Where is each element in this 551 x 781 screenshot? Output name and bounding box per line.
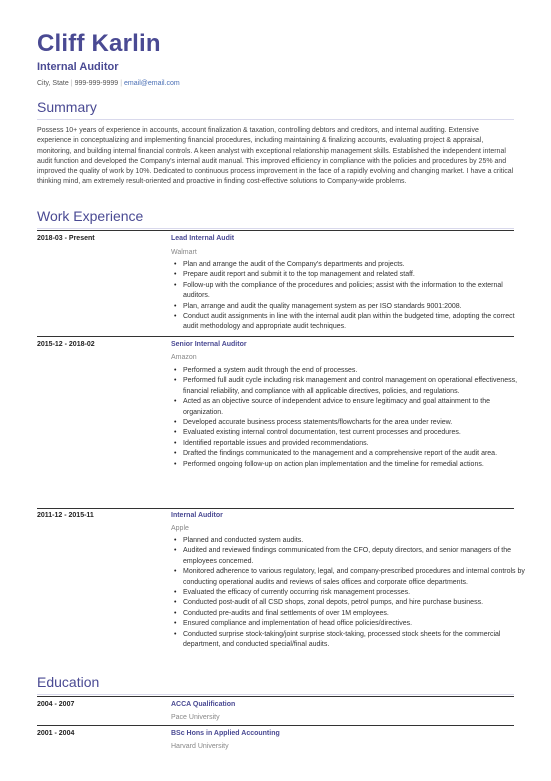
education-degree: BSc Hons in Applied Accounting [171,730,280,737]
job-company: Apple [171,525,189,532]
job-role: Lead Internal Audit [171,235,235,242]
job-divider [37,230,514,231]
phone: 999-999-9999 [74,80,119,87]
job-role: Internal Auditor [171,512,223,519]
bullet: • Conducted pre-audits and final settlements of over 1M employees. [183,609,525,619]
job-divider [37,508,514,509]
bullet: • Conducted surprise stock-taking/joint surprise stock-taking, processed stock sheets for the commercial department, and conducted special/final audits. [183,630,525,651]
bullet: • Follow-up with the compliance of the procedures and policies; assist with the information to the external auditors. [183,281,525,302]
email-link[interactable]: email@email.com [124,80,180,87]
education-divider [37,696,514,697]
job-bullets [173,366,525,470]
education-divider [37,725,514,726]
bullet: • Acted as an objective source of independent advice to ensure legitimacy and goal attainment to the organization. [183,397,525,418]
candidate-name: Cliff Karlin [37,30,161,57]
bullet: • Performed ongoing follow-up on action plan implementation and the timeline for remedial actions. [183,460,525,470]
job-dates: 2015-12 - 2018-02 [37,341,95,348]
education-school: Pace University [171,714,220,721]
bullet: • Developed accurate business process statements/flowcharts for the area under review. [183,418,525,428]
education-heading: Education [37,674,100,690]
bullet: • Identified reportable issues and provided recommendations. [183,439,525,449]
bullet: • Plan, arrange and audit the quality management system as per ISO standards 9001:2008. [183,302,525,312]
bullet: • Conducted post-audit of all CSD shops, zonal depots, petrol pumps, and hire purchase business. [183,598,525,608]
education-degree: ACCA Qualification [171,701,236,708]
job-divider [37,336,514,337]
summary-heading: Summary [37,99,97,115]
job-bullets [173,260,525,333]
bullet: • Performed a system audit through the end of processes. [183,366,525,376]
bullet: • Prepare audit report and submit it to the top management and related staff. [183,270,525,280]
bullet: • Performed full audit cycle including risk management and control management on operational effectiveness, financial reliability, and compliance with all applicable directives, policies, and regulations. [183,376,525,397]
job-role: Senior Internal Auditor [171,341,247,348]
bullet: • Audited and reviewed findings communicated from the CFO, deputy directors, and senior managers of the employees concerned. [183,546,525,567]
summary-text: Possess 10+ years of experience in accounts, account finalization & taxation, controlling debtors and creditors, and internal auditing. Extensive experience in conceptualizing and implementing financial procedures, including maintaining & finalizing accounts, evaluating project & appraisal, monitoring, and building internal financial controls. A keen analyst with exceptional relationship management skills. Established the independent internal audit function and developed the Company's internal audit manual. This improved efficiency in compliance with the policies and procedures by 25% and improved the quality of work by 10%. Dedicated to continuous process improvement in the face of a rapidly evolving and changing market. I have a critical thinking mind, am extremely result-oriented and proactive in finding cost-effective solutions to Company-wide problems. [37,127,514,186]
bullet: • Drafted the findings communicated to the management and a comprehensive report of the audit area. [183,449,525,459]
bullet: • Planned and conducted system audits. [183,536,525,546]
bullet: • Monitored adherence to various regulatory, legal, and company-prescribed procedures and internal controls by conducting operational audits and reviews of sales offices and corporate office departments. [183,567,525,588]
job-dates: 2011-12 - 2015-11 [37,512,94,519]
job-bullets [173,536,525,650]
job-dates: 2018-03 - Present [37,235,95,242]
summary-rule [37,119,514,120]
job-company: Amazon [171,354,197,361]
job-company: Walmart [171,249,197,256]
location: City, State [37,80,69,87]
bullet: • Conduct audit assignments in line with the internal audit plan within the budgeted time, adopting the correct audit methodology and appropriate audit techniques. [183,312,525,333]
contact-line: City, State | 999-999-9999 | email@email.com [37,80,180,87]
work-heading: Work Experience [37,208,144,224]
bullet: • Plan and arrange the audit of the Company's departments and projects. [183,260,525,270]
bullet: • Ensured compliance and implementation of head office policies/directives. [183,619,525,629]
education-school: Harvard University [171,743,229,750]
education-dates: 2001 - 2004 [37,730,75,737]
education-dates: 2004 - 2007 [37,701,75,708]
education-rule [37,694,514,695]
work-rule [37,228,514,229]
candidate-title: Internal Auditor [37,61,119,73]
bullet: • Evaluated the efficacy of currently occurring risk management processes. [183,588,525,598]
bullet: • Evaluated existing internal control documentation, test current processes and procedures. [183,428,525,438]
